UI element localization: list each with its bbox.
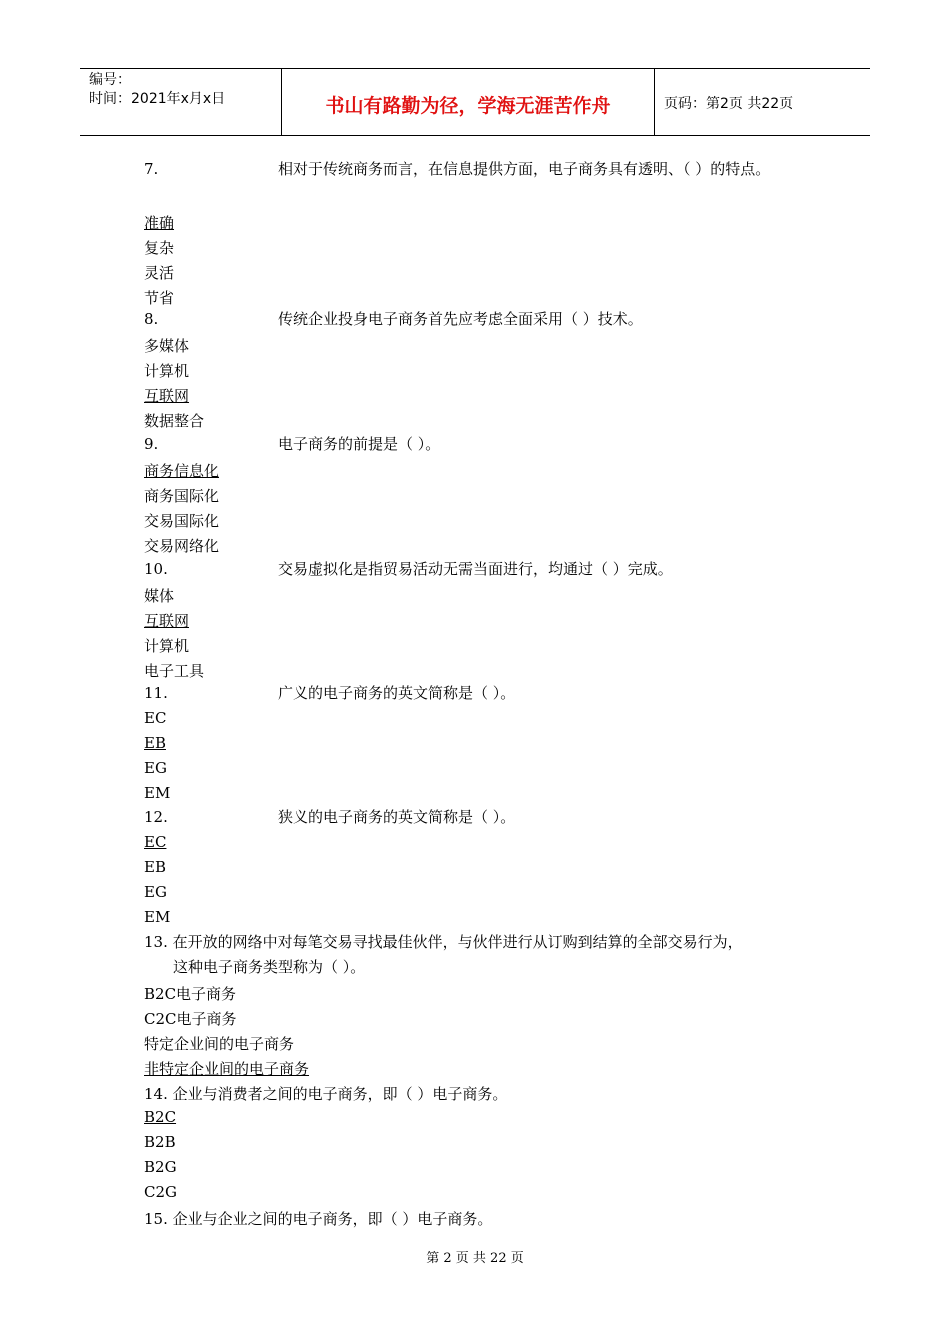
option-c: 交易国际化 — [144, 512, 220, 530]
option-a-answer: EC — [144, 833, 167, 851]
question-text: 相对于传统商务而言，在信息提供方面，电子商务具有透明、（ ）的特点。 — [278, 160, 771, 178]
option-b: 计算机 — [144, 362, 190, 380]
question-number: 11. — [144, 684, 168, 702]
option-c: 计算机 — [144, 637, 190, 655]
q13-option-d-answer: 非特定企业间的电子商务 — [144, 1060, 310, 1078]
option-b-answer: 互联网 — [144, 612, 190, 630]
option-a: 多媒体 — [144, 337, 190, 355]
q14-option-c: B2G — [144, 1158, 177, 1176]
option-a-answer: 准确 — [144, 214, 175, 232]
question-text: 电子商务的前提是（ ）。 — [278, 435, 441, 453]
question-number: 7. — [144, 160, 159, 178]
option-b-answer: EB — [144, 734, 166, 752]
header-top-border — [80, 68, 870, 69]
question-13 — [144, 930, 834, 980]
question-text: 广义的电子商务的英文简称是（ ）。 — [278, 684, 516, 702]
option-a: EC — [144, 709, 167, 727]
question-number: 8. — [144, 310, 159, 328]
option-d: 数据整合 — [144, 412, 205, 430]
question-number: 9. — [144, 435, 159, 453]
option-c: 灵活 — [144, 264, 175, 282]
header-divider-2 — [654, 68, 655, 136]
header-number-label: 编号： — [89, 72, 131, 88]
question-13-line2: 这种电子商务类型称为（ ）。 — [173, 958, 366, 976]
option-d: 节省 — [144, 289, 175, 307]
q14-option-d: C2G — [144, 1183, 178, 1201]
question-text: 交易虚拟化是指贸易活动无需当面进行，均通过（ ）完成。 — [278, 560, 673, 578]
question-14: 14. 企业与消费者之间的电子商务，即（ ）电子商务。 — [144, 1085, 508, 1103]
question-text: 传统企业投身电子商务首先应考虑全面采用（ ）技术。 — [278, 310, 643, 328]
option-b: EB — [144, 858, 166, 876]
q13-option-a: B2C电子商务 — [144, 985, 237, 1003]
option-d: EM — [144, 908, 171, 926]
option-c: EG — [144, 883, 167, 901]
option-c: EG — [144, 759, 167, 777]
header-page-info: 页码：第2页 共22页 — [664, 96, 794, 112]
q13-option-c: 特定企业间的电子商务 — [144, 1035, 295, 1053]
option-d: EM — [144, 784, 171, 802]
option-c-answer: 互联网 — [144, 387, 190, 405]
header-bottom-border — [80, 135, 870, 136]
option-a: 媒体 — [144, 587, 175, 605]
option-d: 交易网络化 — [144, 537, 220, 555]
question-number: 12. — [144, 808, 168, 826]
option-b: 复杂 — [144, 239, 175, 257]
question-13-line1: 13. 在开放的网络中对每笔交易寻找最佳伙伴，与伙伴进行从订购到结算的全部交易行为， — [144, 933, 743, 951]
q13-option-b: C2C电子商务 — [144, 1010, 237, 1028]
header-meta — [89, 71, 225, 109]
option-d: 电子工具 — [144, 662, 205, 680]
question-number: 10. — [144, 560, 168, 578]
header-time-label: 时间：2021年x月x日 — [89, 91, 226, 107]
question-15: 15. 企业与企业之间的电子商务，即（ ）电子商务。 — [144, 1210, 493, 1228]
option-b: 商务国际化 — [144, 487, 220, 505]
question-text: 狭义的电子商务的英文简称是（ ）。 — [278, 808, 516, 826]
header-motto: 书山有路勤为径，学海无涯苦作舟 — [325, 95, 611, 117]
q14-option-a-answer: B2C — [144, 1108, 177, 1126]
q14-option-b: B2B — [144, 1133, 176, 1151]
page-footer: 第 2 页 共 22 页 — [426, 1251, 524, 1266]
option-a-answer: 商务信息化 — [144, 462, 220, 480]
